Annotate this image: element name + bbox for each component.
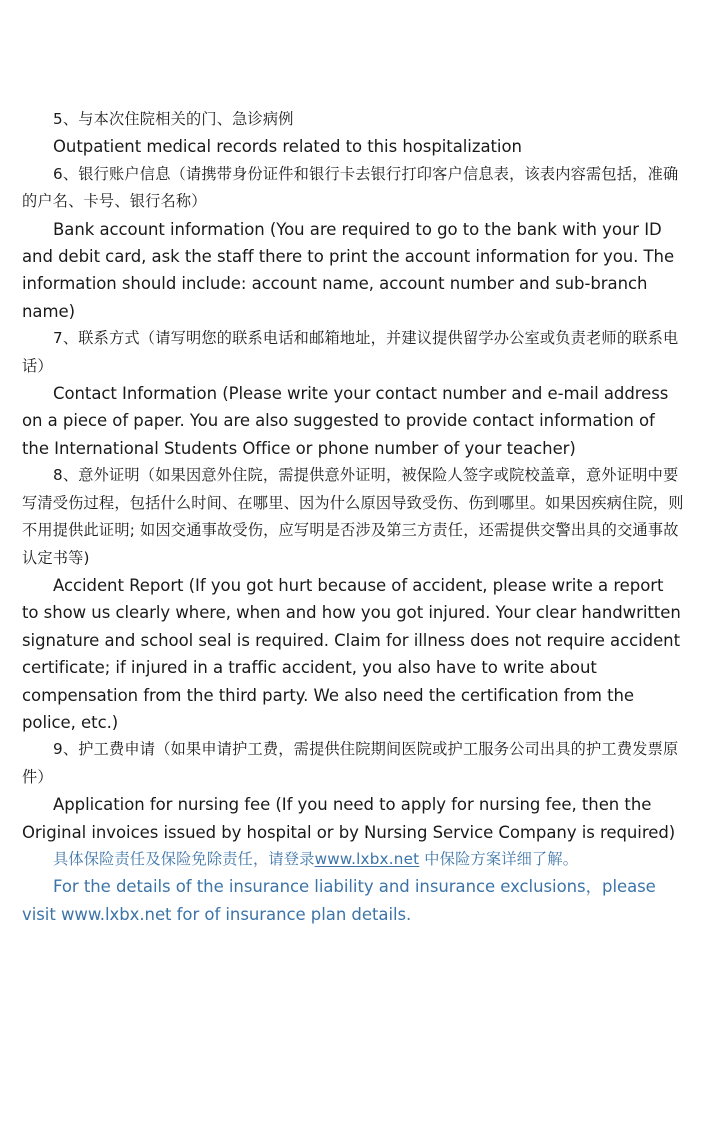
footer-zh-after: 中保险方案详细了解。 [419,849,579,868]
footer-en: For the details of the insurance liability and insurance exclusions，please visit www.lxbx.net for of insurance plan details. [22,877,656,924]
footer-zh [22,846,684,873]
item-9-zh: 9、护工费申请（如果申请护工费，需提供住院期间医院或护工服务公司出具的护工费发票原件） [22,740,679,786]
item-5-en: Outpatient medical records related to this hospitalization [53,137,522,157]
item-7-zh: 7、联系方式（请写明您的联系电话和邮箱地址，并建议提供留学办公室或负责老师的联系电话） [22,329,679,375]
item-8-zh: 8、意外证明（如果因意外住院，需提供意外证明，被保险人签字或院校盖章，意外证明中要写清受伤过程，包括什么时间、在哪里、因为什么原因导致受伤、伤到哪里。如果因疾病住院，则不用提供此证明; 如因交通事故受伤，应写明是否涉及第三方责任，还需提供交警出具的交通事故认定书等) [22,466,684,567]
item-6-zh: 6、银行账户信息（请携带身份证件和银行卡去银行打印客户信息表，该表内容需包括，准确的户名、卡号、银行名称） [22,164,679,211]
item-8-en: Accident Report (If you got hurt because of accident, please write a report to show us clearly where, when and how you got injured. Your clear handwritten signature and school seal is required. Claim for illness does not require accident certificate; if injured in a traffic accident, you also have to write about compensation from the third party. We also need the certification from the police, etc.) [22,575,681,732]
item-9-en: Application for nursing fee (If you need to apply for nursing fee, then the Original invoices issued by hospital or by Nursing Service Company is required) [22,795,676,842]
website-link[interactable]: www.lxbx.net [314,849,420,868]
item-6-en: Bank account information (You are required to go to the bank with your ID and debit card, ask the staff there to print the account information for you. The information should include: account name, account number and sub-branch name) [22,219,675,321]
footer-zh-before: 具体保险责任及保险免除责任，请登录 [53,849,315,868]
item-7-en: Contact Information (Please write your contact number and e-mail address on a piece of paper. You are also suggested to provide contact information of the International Students Office or phone number of your teacher) [22,384,669,458]
item-5-zh: 5、与本次住院相关的门、急诊病例 [53,110,294,128]
document-body [22,106,684,928]
